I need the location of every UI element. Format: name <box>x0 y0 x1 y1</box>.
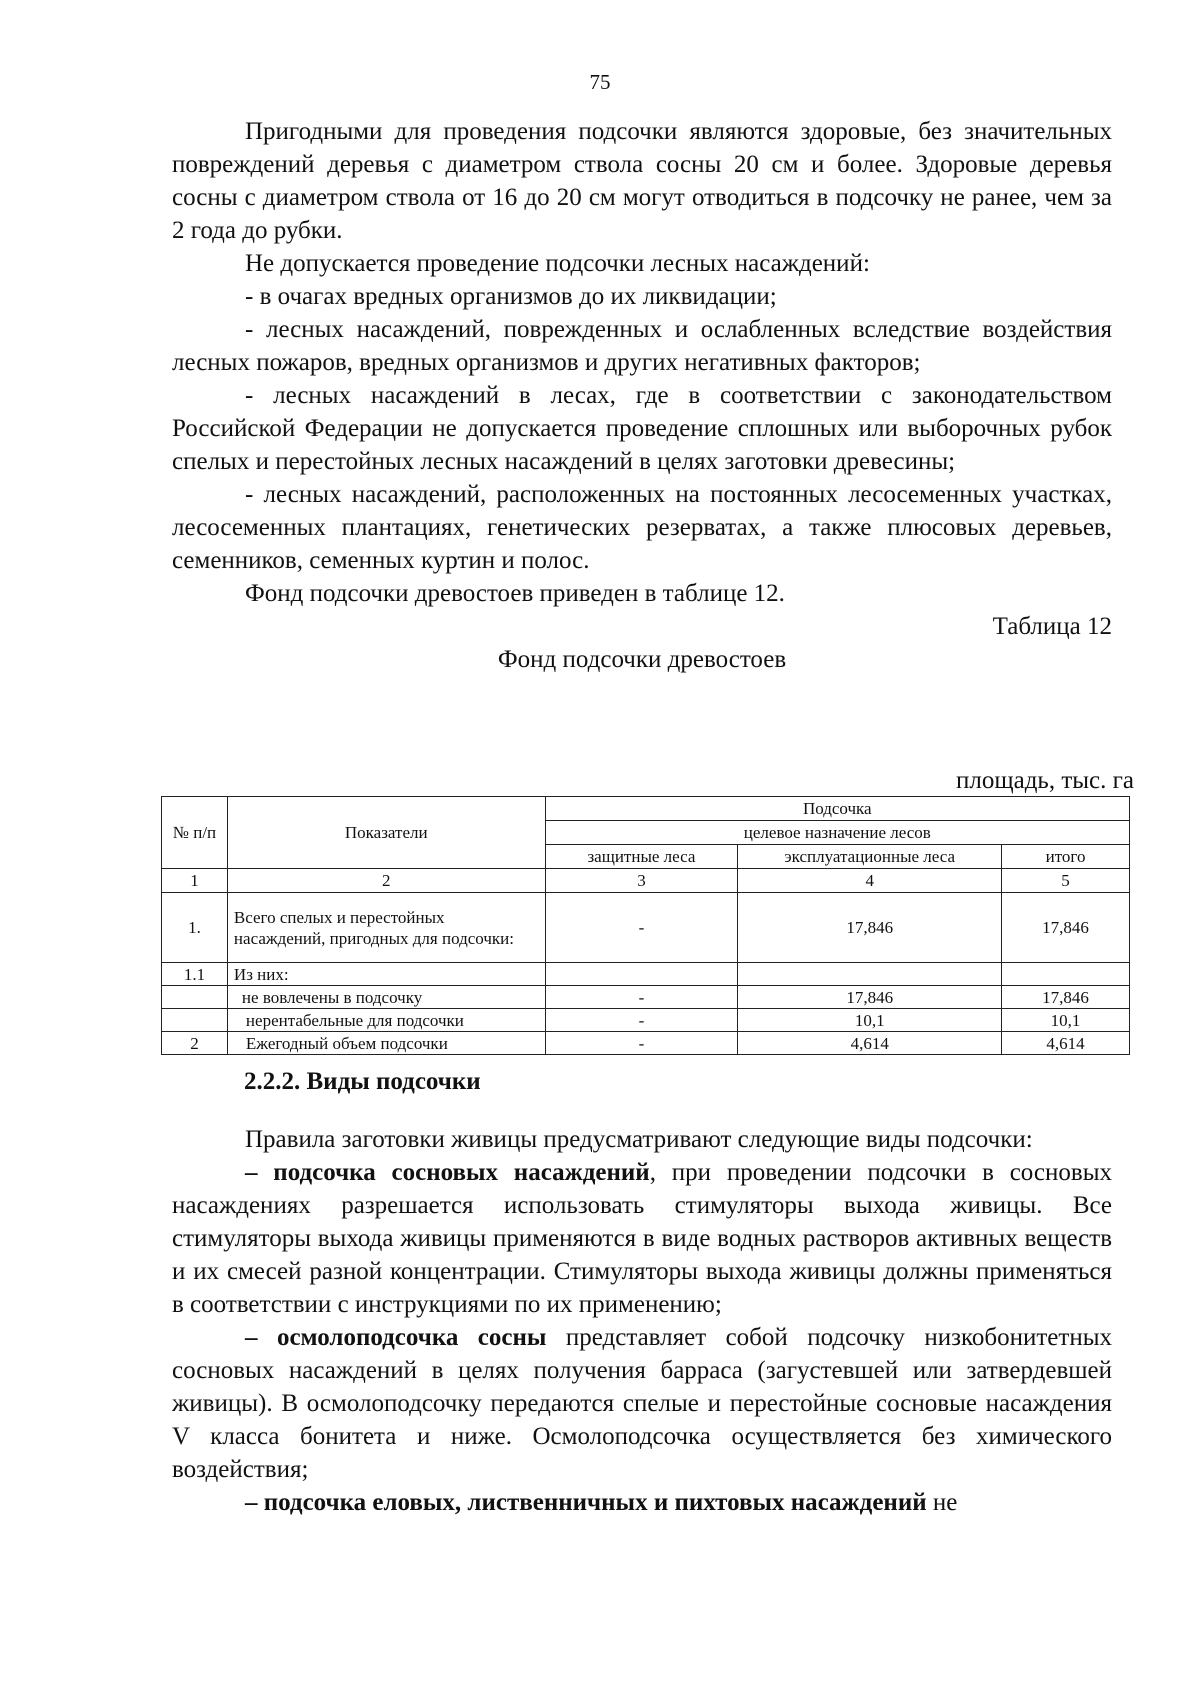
spruce-tapping-text: не <box>926 1489 958 1516</box>
paragraph-suitable-trees: Пригодными для проведения подсочки являются здоровые, без значительных повреждений деревья с диаметром ствола сосны 20 см и более. Здоровые деревья сосны с диаметром ствола от 16 до 20 см могут отводиться в подсочку не ранее, чем за 2 года до рубки. <box>172 118 1112 244</box>
row-exploitation: 4,614 <box>738 1032 1002 1055</box>
row-num <box>162 1009 228 1032</box>
table-row <box>162 986 1130 1009</box>
row-num: 1. <box>162 893 228 963</box>
row-total <box>1002 963 1130 986</box>
row-protective: - <box>545 1032 738 1055</box>
row-protective <box>545 963 738 986</box>
paragraph-not-allowed: Не допускается проведение подсочки лесных насаждений: <box>245 250 870 277</box>
pine-tapping-text: , при проведении подсочки в сосновых насаждениях разрешается использовать стимуляторы выхода живицы. Все стимуляторы выхода живицы применяются в виде водных растворов активных веществ и их смесей разной концентрации. Стимуляторы выхода живицы должны применяться в соответствии с инструкциями по их применению; <box>172 1159 1112 1318</box>
paragraph-table-reference: Фонд подсочки древостоев приведен в таблице 12. <box>245 580 785 607</box>
row-indicator: не вовлечены в подсочку <box>227 986 545 1009</box>
table-row <box>162 963 1130 986</box>
section-heading: 2.2.2. Виды подсочки <box>244 1068 481 1095</box>
resin-tapping-text: представляет собой подсочку низкобонитетных сосновых насаждений в целях получения барраса (загустевшей или затвердевшей живицы). В осмолоподсочку передаются спелые и перестойные сосновые насаждения V класса бонитета и ниже. Осмолоподсочка осуществляется без химического воздействия; <box>172 1324 1112 1483</box>
table-title: Фонд подсочки древостоев <box>497 646 787 673</box>
header-purpose: целевое назначение лесов <box>545 821 1129 845</box>
column-number: 5 <box>1002 869 1130 893</box>
term-pine-tapping: – подсочка сосновых насаждений <box>245 1159 650 1186</box>
row-total: 4,614 <box>1002 1032 1130 1055</box>
header-exploitation: эксплуатационные леса <box>738 845 1002 869</box>
header-protective: защитные леса <box>545 845 738 869</box>
row-exploitation <box>738 963 1002 986</box>
row-num: 2 <box>162 1032 228 1055</box>
list-item-seed-plots: - лесных насаждений, расположенных на постоянных лесосеменных участках, лесосеменных плантациях, генетических резерватах, а также плюсовых деревьев, семенников, семенных куртин и полос. <box>172 481 1112 574</box>
header-indicator: Показатели <box>227 797 545 869</box>
header-total: итого <box>1002 845 1130 869</box>
column-number: 2 <box>227 869 545 893</box>
row-indicator: Всего спелых и перестойных насаждений, пригодных для подсочки: <box>227 893 545 963</box>
body-text <box>172 115 1112 676</box>
tapping-fund-table <box>161 796 1130 1055</box>
table-label: Таблица 12 <box>992 613 1112 640</box>
row-protective: - <box>545 986 738 1009</box>
row-num <box>162 986 228 1009</box>
row-total: 10,1 <box>1002 1009 1130 1032</box>
row-num: 1.1 <box>162 963 228 986</box>
row-exploitation: 10,1 <box>738 1009 1002 1032</box>
column-number: 1 <box>162 869 228 893</box>
list-item-damaged-stands: - лесных насаждений, поврежденных и ослабленных вследствие воздействия лесных пожаров, вредных организмов и других негативных факторов; <box>172 316 1112 376</box>
section-intro: Правила заготовки живицы предусматривают следующие виды подсочки: <box>245 1126 1033 1153</box>
page-number: 75 <box>589 70 611 94</box>
table-container <box>161 766 1134 1055</box>
table-header-row <box>162 797 1130 821</box>
list-item-pine-tapping <box>172 1156 1112 1321</box>
table-row <box>162 893 1130 963</box>
list-item-protected-forests: - лесных насаждений в лесах, где в соответствии с законодательством Российской Федерации не допускается проведение сплошных или выборочных рубок спелых и перестойных лесных насаждений в целях заготовки древесины; <box>172 382 1112 475</box>
table-row <box>162 1009 1130 1032</box>
row-exploitation: 17,846 <box>738 986 1002 1009</box>
header-tapping: Подсочка <box>545 797 1129 821</box>
table-row <box>162 1032 1130 1055</box>
row-indicator: Из них: <box>227 963 545 986</box>
row-protective: - <box>545 893 738 963</box>
row-protective: - <box>545 1009 738 1032</box>
row-indicator: нерентабельные для подсочки <box>227 1009 545 1032</box>
term-resin-tapping: – осмолоподсочка сосны <box>245 1324 547 1351</box>
row-total: 17,846 <box>1002 893 1130 963</box>
term-spruce-tapping: – подсочка еловых, лиственничных и пихтовых насаждений <box>245 1489 927 1516</box>
list-item-pest-foci: - в очагах вредных организмов до их ликвидации; <box>245 283 777 310</box>
table-unit: площадь, тыс. га <box>956 767 1134 794</box>
list-item-spruce-tapping <box>172 1486 1112 1519</box>
column-number-row <box>162 869 1130 893</box>
column-number: 3 <box>545 869 738 893</box>
section-tapping-types <box>172 1068 1112 1519</box>
list-item-resin-tapping <box>172 1321 1112 1486</box>
column-number: 4 <box>738 869 1002 893</box>
header-num: № п/п <box>162 797 228 869</box>
row-indicator: Ежегодный объем подсочки <box>227 1032 545 1055</box>
row-total: 17,846 <box>1002 986 1130 1009</box>
row-exploitation: 17,846 <box>738 893 1002 963</box>
